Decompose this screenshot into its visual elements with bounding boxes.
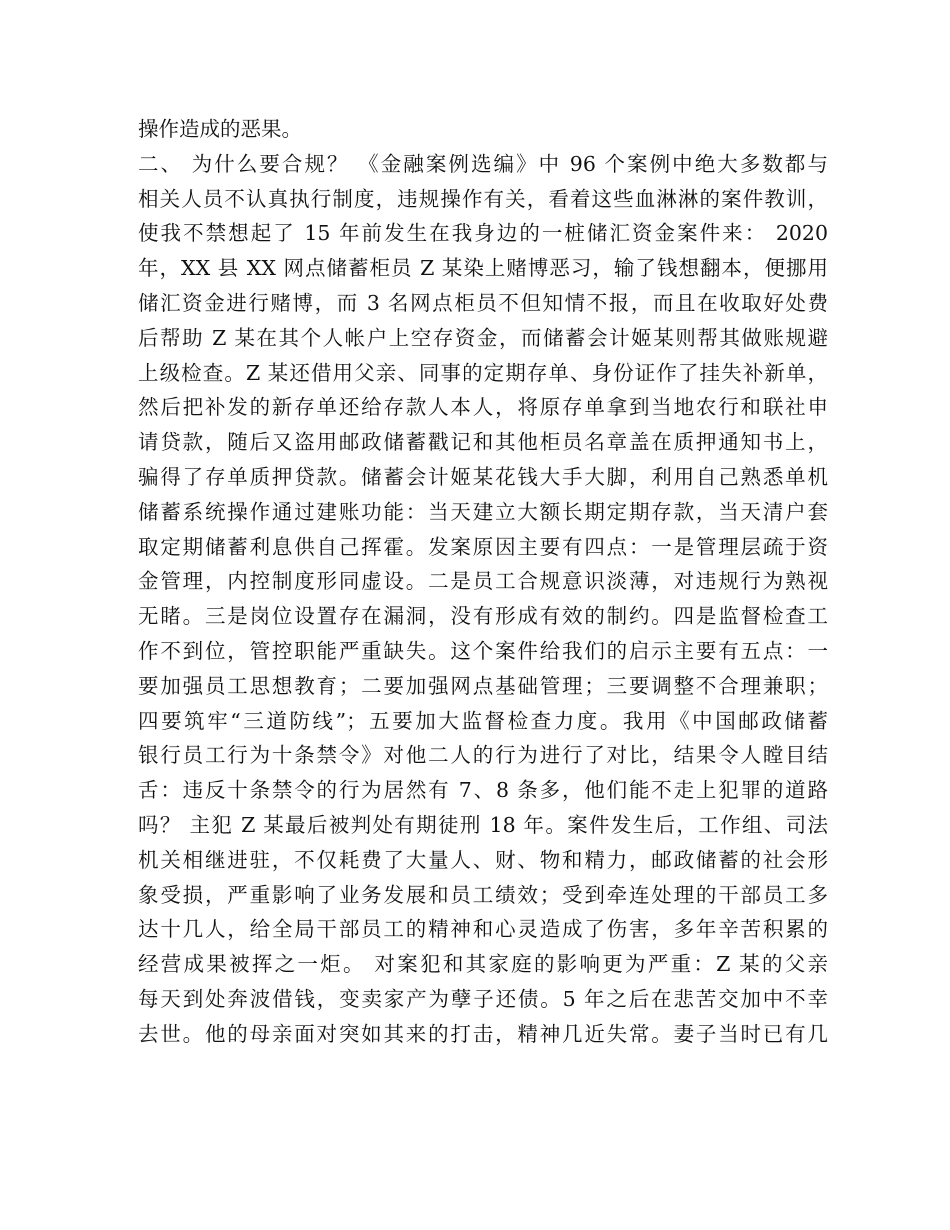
- text-line: 然后把补发的新存单还给存款人本人，将原存单拿到当地农行和联社申: [138, 395, 828, 420]
- text-line: 经营成果被挥之一炬。 对案犯和其家庭的影响更为严重：Z 某的父亲: [138, 952, 828, 977]
- text-line: 骗得了存单质押贷款。储蓄会计姬某花钱大手大脚，利用自己熟悉单机: [138, 464, 828, 489]
- text-line: 达十几人，给全局干部员工的精神和心灵造成了伤害，多年辛苦积累的: [138, 917, 828, 942]
- text-line: 要加强员工思想教育；二要加强网点基础管理；三要调整不合理兼职；: [138, 673, 828, 698]
- text-line: 作不到位，管控职能严重缺失。这个案件给我们的启示主要有五点：一: [138, 638, 828, 663]
- text-line: 操作造成的恶果。: [138, 117, 302, 141]
- body-text: [138, 112, 828, 1052]
- text-line: 使我不禁想起了 15 年前发生在我身边的一桩储汇资金案件来： 2020: [138, 221, 828, 246]
- text-line: 储汇资金进行赌博，而 3 名网点柜员不但知情不报，而且在收取好处费: [138, 290, 828, 315]
- text-line: 四要筑牢“三道防线”；五要加大监督检查力度。我用《中国邮政储蓄: [138, 708, 828, 733]
- text-line: 上级检查。Z 某还借用父亲、同事的定期存单、身份证作了挂失补新单，: [138, 360, 828, 385]
- text-line: 机关相继进驻，不仅耗费了大量人、财、物和精力，邮政储蓄的社会形: [138, 847, 828, 872]
- text-line: 金管理，内控制度形同虚设。二是员工合规意识淡薄，对违规行为熟视: [138, 569, 828, 594]
- text-line: 象受损，严重影响了业务发展和员工绩效；受到牵连处理的干部员工多: [138, 882, 828, 907]
- text-line: 请贷款，随后又盗用邮政储蓄戳记和其他柜员名章盖在质押通知书上，: [138, 430, 828, 455]
- text-line: 二、 为什么要合规？ 《金融案例选编》中 96 个案例中绝大多数都与: [138, 151, 828, 176]
- text-line: 吗？ 主犯 Z 某最后被判处有期徒刑 18 年。案件发生后，工作组、司法: [138, 812, 828, 837]
- text-line: 舌：违反十条禁令的行为居然有 7、8 条多，他们能不走上犯罪的道路: [138, 778, 828, 803]
- text-line: 年，XX 县 XX 网点储蓄柜员 Z 某染上赌博恶习，输了钱想翻本，便挪用: [138, 256, 828, 281]
- text-line: 无睹。三是岗位设置存在漏洞，没有形成有效的制约。四是监督检查工: [138, 604, 828, 629]
- text-line: 相关人员不认真执行制度，违规操作有关，看着这些血淋淋的案件教训，: [138, 186, 828, 211]
- text-line: 取定期储蓄利息供自己挥霍。发案原因主要有四点：一是管理层疏于资: [138, 534, 828, 559]
- text-line: 储蓄系统操作通过建账功能：当天建立大额长期定期存款，当天清户套: [138, 499, 828, 524]
- text-line: 每天到处奔波借钱，变卖家产为孽子还债。5 年之后在悲苦交加中不幸: [138, 986, 828, 1011]
- text-line: 去世。他的母亲面对突如其来的打击，精神几近失常。妻子当时已有几: [138, 1021, 828, 1046]
- text-line: 银行员工行为十条禁令》对他二人的行为进行了对比，结果令人瞠目结: [138, 743, 828, 768]
- text-line: 后帮助 Z 某在其个人帐户上空存资金，而储蓄会计姬某则帮其做账规避: [138, 325, 828, 350]
